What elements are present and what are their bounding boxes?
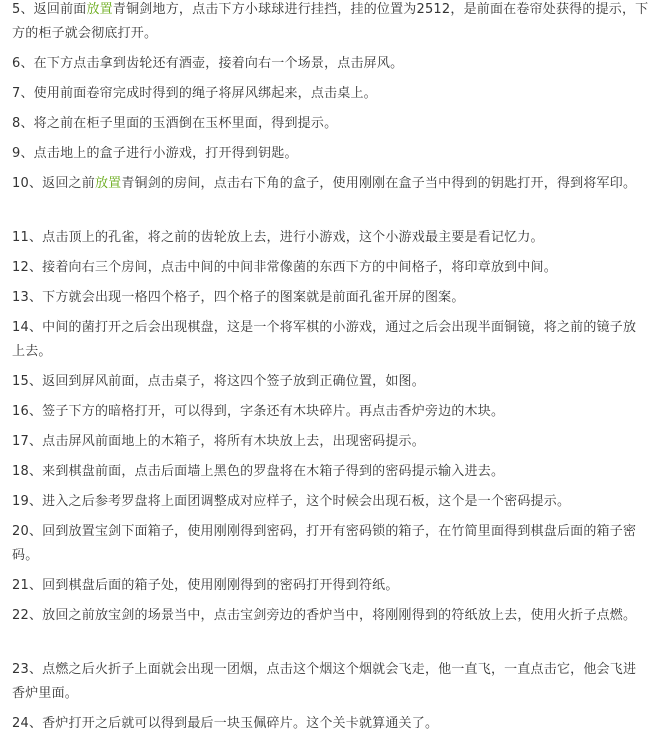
step-text: 9、点击地上的盒子进行小游戏，打开得到钥匙。 — [12, 146, 298, 161]
step-13 — [12, 286, 649, 316]
step-text: 18、来到棋盘前面，点击后面墙上黑色的罗盘将在木箱子得到的密码提示输入进去。 — [12, 464, 505, 479]
step-text: 20、回到放置宝剑下面箱子，使用刚刚得到密码，打开有密码锁的箱子，在竹简里面得到棋盘后面的箱子密码。 — [12, 524, 637, 563]
step-9 — [12, 142, 649, 172]
step-text: 16、签子下方的暗格打开，可以得到，字条还有木块碎片。再点击香炉旁边的木块。 — [12, 404, 505, 419]
step-text: 青铜剑的房间，点击右下角的盒子，使用刚刚在盒子当中得到的钥匙打开，得到将军印。 — [121, 176, 637, 191]
step-10 — [12, 172, 649, 226]
step-text: 13、下方就会出现一格四个格子，四个格子的图案就是前面孔雀开屏的图案。 — [12, 290, 465, 305]
step-7 — [12, 82, 649, 112]
step-text: 24、香炉打开之后就可以得到最后一块玉佩碎片。这个关卡就算通关了。 — [12, 716, 439, 731]
step-17 — [12, 430, 649, 460]
step-text: 7、使用前面卷帘完成时得到的绳子将屏风绑起来，点击桌上。 — [12, 86, 377, 101]
step-text: 12、接着向右三个房间，点击中间的中间非常像菌的东西下方的中间格子，将印章放到中间。 — [12, 260, 557, 275]
step-6 — [12, 52, 649, 82]
step-text: 19、进入之后参考罗盘将上面团调整成对应样子，这个时候会出现石板，这个是一个密码提示。 — [12, 494, 571, 509]
step-20 — [12, 520, 649, 574]
step-text: 17、点击屏风前面地上的木箱子，将所有木块放上去，出现密码提示。 — [12, 434, 425, 449]
step-text: 14、中间的菌打开之后会出现棋盘，这是一个将军棋的小游戏，通过之后会出现半面铜镜，将之前的镜子放上去。 — [12, 320, 637, 359]
step-18 — [12, 460, 649, 490]
step-text: 22、放回之前放宝剑的场景当中，点击宝剑旁边的香炉当中，将刚刚得到的符纸放上去，使用火折子点燃。 — [12, 608, 637, 623]
step-24 — [12, 712, 649, 742]
step-text: 21、回到棋盘后面的箱子处，使用刚刚得到的密码打开得到符纸。 — [12, 578, 399, 593]
step-text: 23、点燃之后火折子上面就会出现一团烟，点击这个烟这个烟就会飞走，他一直飞，一直点击它，他会飞进香炉里面。 — [12, 662, 637, 701]
step-19 — [12, 490, 649, 520]
step-22 — [12, 604, 649, 658]
step-5 — [12, 0, 649, 52]
step-23 — [12, 658, 649, 712]
step-text: 青铜剑地方，点击下方小球球进行挂挡，挂的位置为2512，是前面在卷帘处获得的提示，下方的柜子就会彻底打开。 — [12, 2, 649, 41]
step-11 — [12, 226, 649, 256]
step-12 — [12, 256, 649, 286]
keyword-link[interactable]: 放置 — [94, 176, 122, 191]
step-16 — [12, 400, 649, 430]
step-text: 10、返回之前 — [12, 176, 95, 191]
step-text: 15、返回到屏风前面，点击桌子，将这四个签子放到正确位置，如图。 — [12, 374, 425, 389]
step-text: 8、将之前在柜子里面的玉酒倒在玉杯里面，得到提示。 — [12, 116, 338, 131]
step-21 — [12, 574, 649, 604]
keyword-link[interactable]: 放置 — [86, 2, 113, 17]
step-text: 6、在下方点击拿到齿轮还有酒壶，接着向右一个场景，点击屏风。 — [12, 56, 404, 71]
step-text: 5、返回前面 — [12, 2, 87, 17]
step-text: 11、点击顶上的孔雀，将之前的齿轮放上去，进行小游戏，这个小游戏最主要是看记忆力。 — [12, 230, 544, 245]
step-15 — [12, 370, 649, 400]
step-8 — [12, 112, 649, 142]
step-14 — [12, 316, 649, 370]
